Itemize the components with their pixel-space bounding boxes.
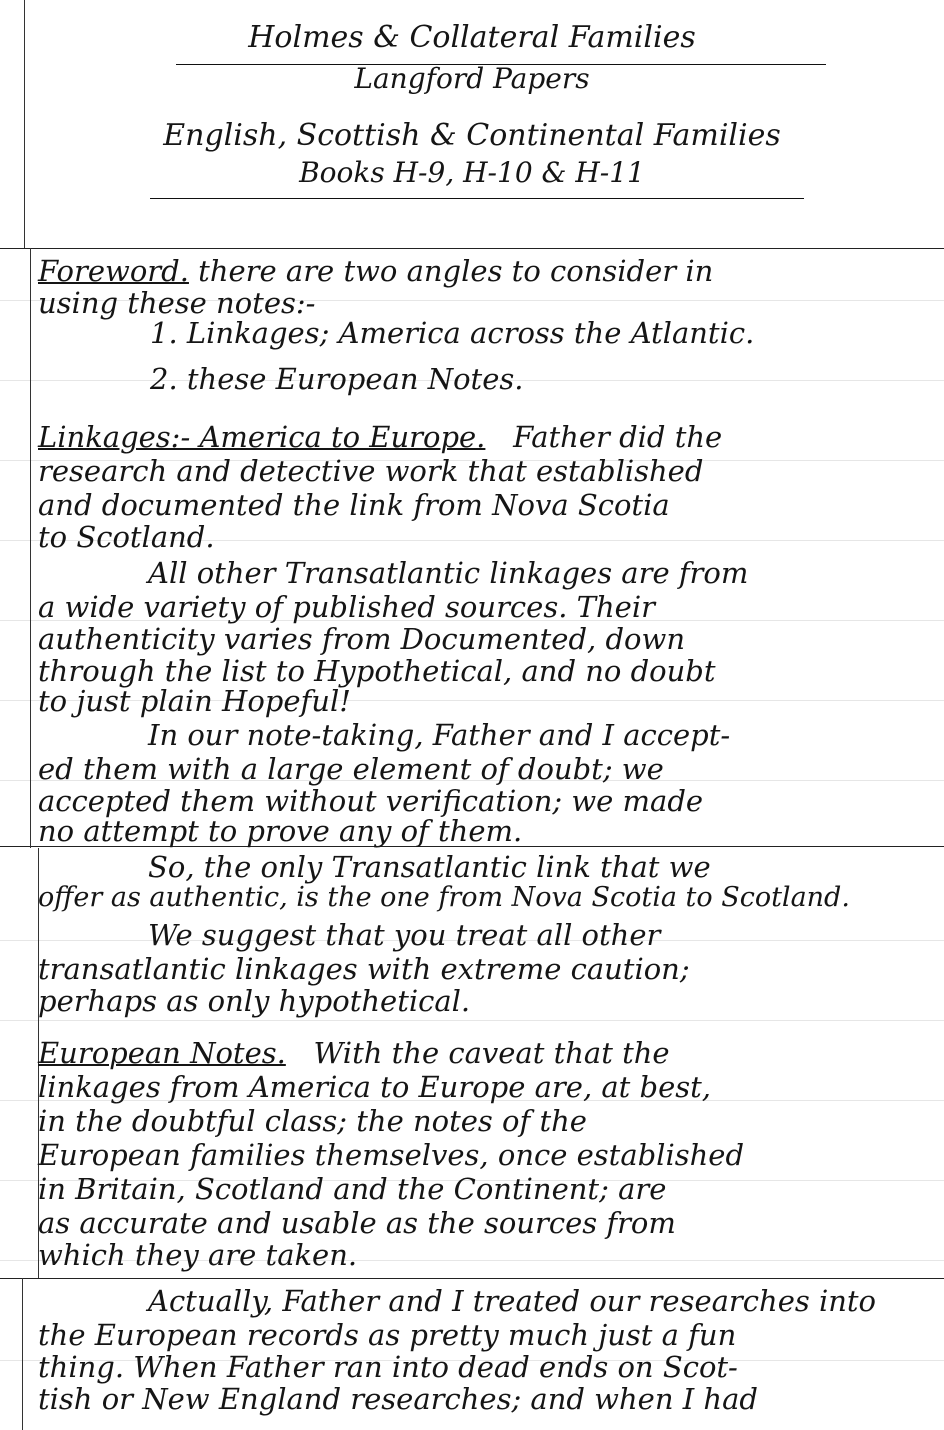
european-notes-heading: European Notes. bbox=[38, 1036, 286, 1070]
linkages-line: In our note-taking, Father and I accept- bbox=[148, 718, 731, 752]
linkages-line: transatlantic linkages with extreme caution; bbox=[38, 952, 690, 986]
collection-title: English, Scottish & Continental Families bbox=[163, 118, 781, 153]
european-notes-line: European families themselves, once established bbox=[38, 1138, 745, 1172]
linkages-line: accepted them without verification; we made bbox=[38, 784, 704, 818]
european-notes-line: thing. When Father ran into dead ends on Scot- bbox=[38, 1350, 738, 1384]
linkages-line: authenticity varies from Documented, down bbox=[38, 622, 685, 656]
page-subtitle: Langford Papers bbox=[354, 62, 590, 95]
european-notes-line: as accurate and usable as the sources from bbox=[38, 1206, 676, 1240]
linkages-line: through the list to Hypothetical, and no doubt bbox=[38, 654, 716, 688]
linkages-line: All other Transatlantic linkages are from bbox=[148, 556, 749, 590]
linkages-line: So, the only Transatlantic link that we bbox=[148, 850, 711, 884]
european-notes-line: tish or New England researches; and when I had bbox=[38, 1382, 758, 1416]
foreword-list-item: 1. Linkages; America across the Atlantic. bbox=[150, 316, 755, 350]
ruled-line bbox=[0, 1020, 944, 1021]
european-notes-line: in Britain, Scotland and the Continent; are bbox=[38, 1172, 667, 1206]
linkages-line: a wide variety of published sources. Their bbox=[38, 590, 655, 624]
european-notes-line: which they are taken. bbox=[38, 1238, 358, 1272]
linkages-line: and documented the link from Nova Scotia bbox=[38, 488, 670, 522]
sheet-edge bbox=[0, 1278, 944, 1279]
european-notes-line bbox=[38, 1036, 670, 1070]
header-underline bbox=[150, 198, 804, 199]
linkages-heading: Linkages:- America to Europe. bbox=[38, 420, 486, 454]
european-notes-line: in the doubtful class; the notes of the bbox=[38, 1104, 587, 1138]
sheet-edge bbox=[0, 248, 944, 249]
european-notes-line: linkages from America to Europe are, at best, bbox=[38, 1070, 712, 1104]
linkages-line: perhaps as only hypothetical. bbox=[38, 984, 471, 1018]
european-notes-line: Actually, Father and I treated our researches into bbox=[148, 1284, 877, 1318]
linkages-line: no attempt to prove any of them. bbox=[38, 814, 523, 848]
foreword-line bbox=[38, 254, 713, 288]
european-notes-text: With the caveat that the bbox=[313, 1036, 670, 1070]
foreword-line: using these notes:- bbox=[38, 286, 316, 320]
linkages-line: offer as authentic, is the one from Nova Scotia to Scotland. bbox=[38, 882, 850, 913]
page-title: Holmes & Collateral Families bbox=[248, 20, 696, 55]
linkages-line: to Scotland. bbox=[38, 520, 215, 554]
european-notes-line: the European records as pretty much just a fun bbox=[38, 1318, 737, 1352]
margin-line bbox=[22, 1278, 23, 1430]
foreword-text: there are two angles to consider in bbox=[198, 254, 714, 288]
books-label: Books H-9, H-10 & H-11 bbox=[299, 156, 645, 189]
linkages-line: ed them with a large element of doubt; we bbox=[38, 752, 664, 786]
linkages-text: Father did the bbox=[513, 420, 723, 454]
linkages-line: We suggest that you treat all other bbox=[148, 918, 661, 952]
foreword-heading: Foreword. bbox=[38, 254, 189, 288]
linkages-line: research and detective work that established bbox=[38, 454, 704, 488]
linkages-line bbox=[38, 420, 722, 454]
linkages-line: to just plain Hopeful! bbox=[38, 684, 351, 718]
foreword-list-item: 2. these European Notes. bbox=[150, 362, 524, 396]
margin-line bbox=[30, 248, 31, 848]
